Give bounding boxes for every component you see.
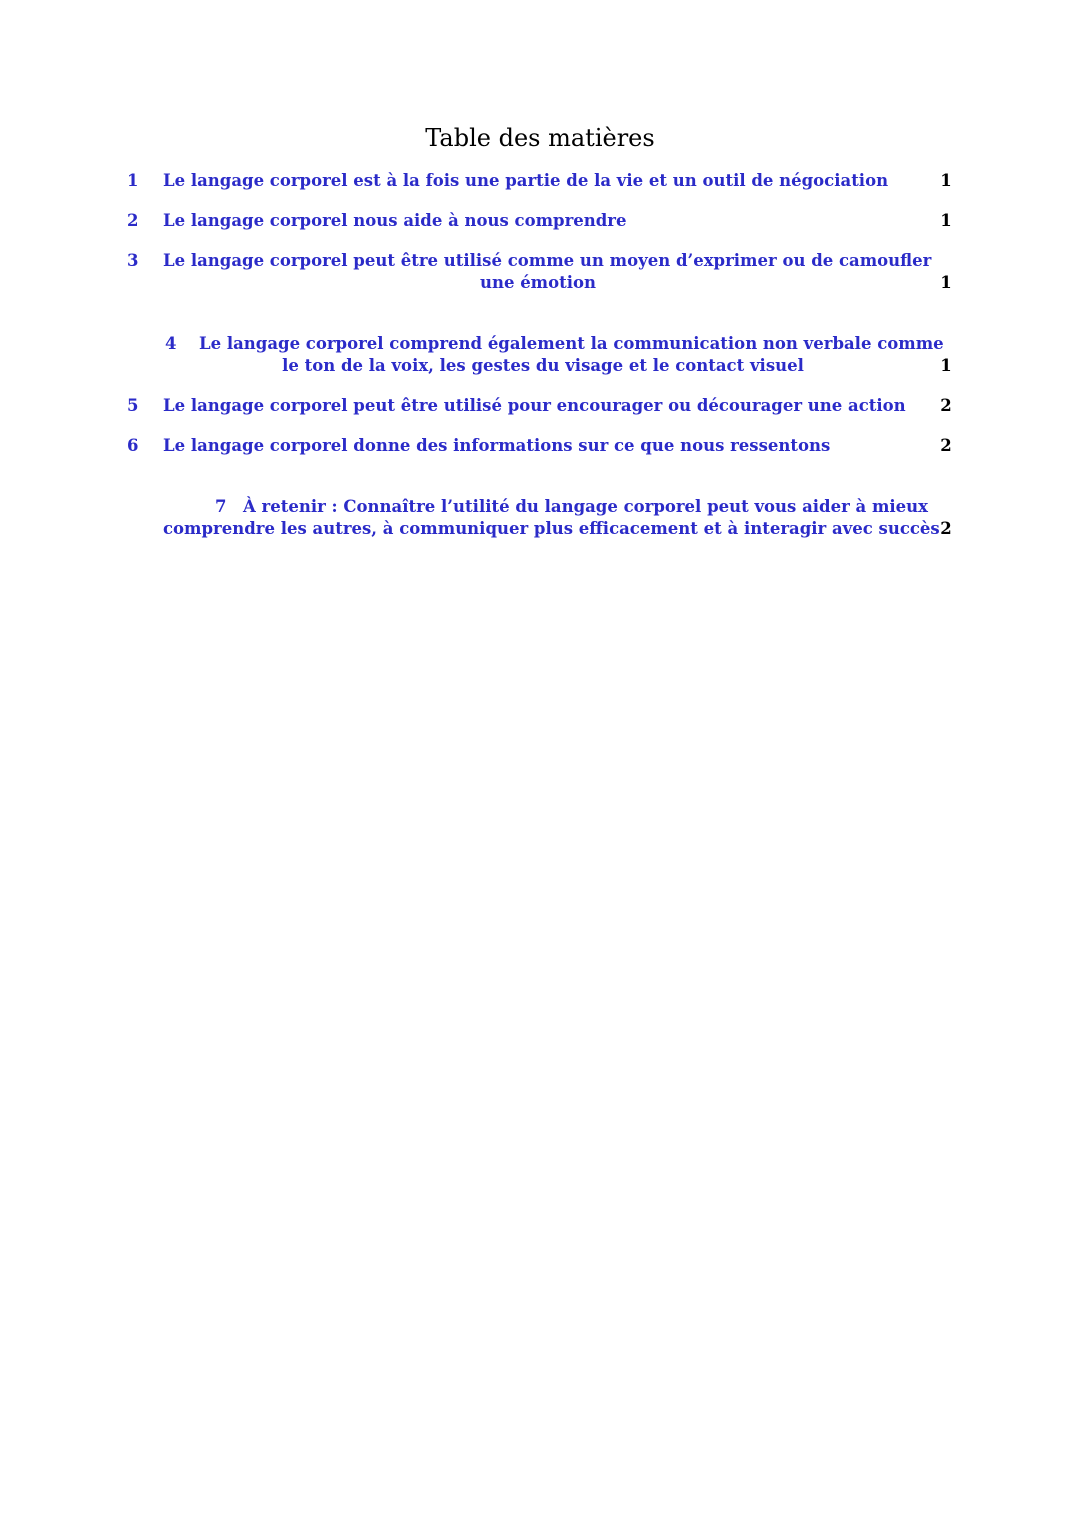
toc-entry-number: 4 [165, 334, 177, 353]
toc-entry-link[interactable]: Le langage corporel nous aide à nous comprendre [163, 211, 627, 230]
toc-entry-page: 1 [940, 171, 952, 190]
toc-entry-number: 7 [215, 497, 227, 516]
toc-entry-page: 2 [940, 436, 952, 455]
toc-entry-page: 2 [940, 519, 952, 538]
toc-entry-link-continued[interactable]: comprendre les autres, à communiquer plus efficacement et à interagir avec succès [163, 519, 940, 538]
toc-entry-page: 1 [940, 211, 952, 230]
toc-title: Table des matières [425, 124, 655, 152]
toc-entry-link[interactable]: Le langage corporel peut être utilisé comme un moyen d’exprimer ou de camoufler [163, 251, 932, 270]
toc-entry-page: 2 [940, 396, 952, 415]
toc-entry-number: 2 [127, 211, 139, 230]
toc-entry-number: 3 [127, 251, 139, 270]
toc-entry-link[interactable]: Le langage corporel donne des informations sur ce que nous ressentons [163, 436, 831, 455]
toc-entry-link-continued[interactable]: le ton de la voix, les gestes du visage et le contact visuel [282, 356, 804, 375]
toc-entry-link[interactable]: Le langage corporel peut être utilisé pour encourager ou décourager une action [163, 396, 906, 415]
toc-entry-link[interactable]: Le langage corporel comprend également la communication non verbale comme [199, 334, 944, 353]
toc-entry-number: 5 [127, 396, 139, 415]
toc-entry-link[interactable]: À retenir : Connaître l’utilité du langage corporel peut vous aider à mieux [243, 497, 929, 516]
toc-entry-link[interactable]: Le langage corporel est à la fois une partie de la vie et un outil de négociation [163, 171, 889, 190]
toc-entry-page: 1 [940, 356, 952, 375]
toc-entry-page: 1 [940, 273, 952, 292]
toc-entry-number: 1 [127, 171, 139, 190]
toc-entry-number: 6 [127, 436, 139, 455]
toc-entry-link-continued[interactable]: une émotion [479, 273, 597, 292]
